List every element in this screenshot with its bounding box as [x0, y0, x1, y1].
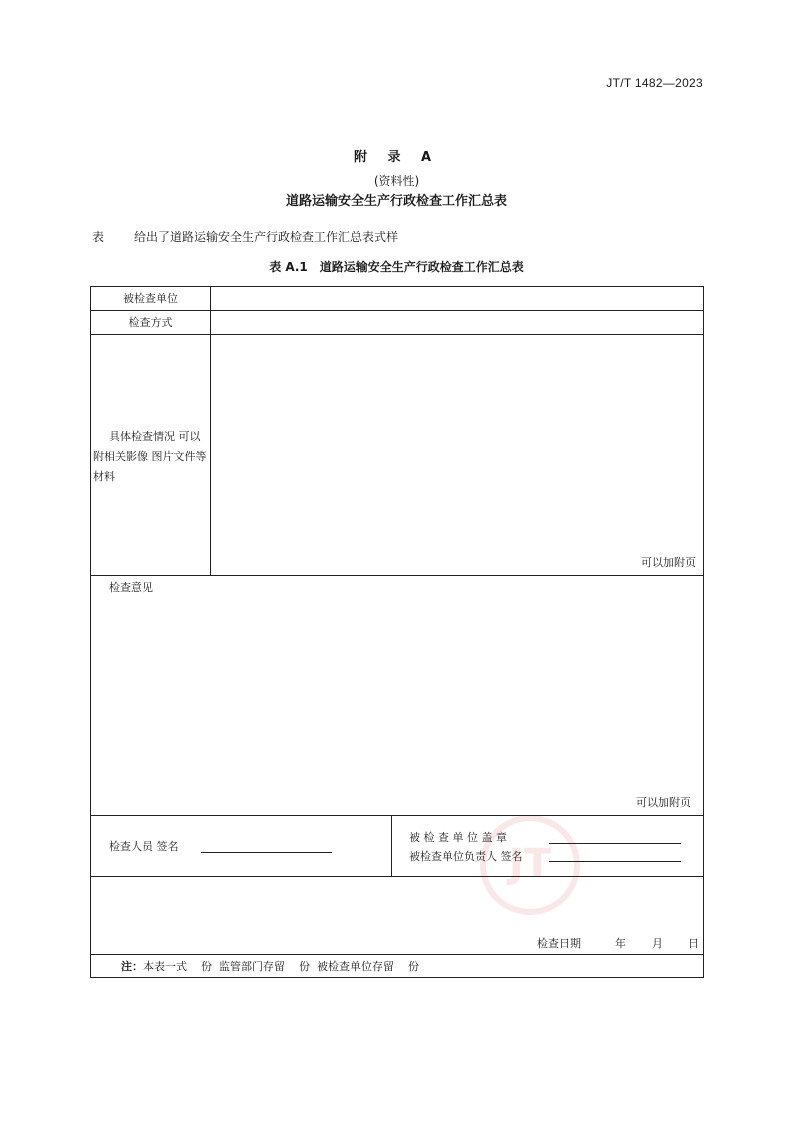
opinion-note: 可以加附页	[636, 796, 691, 809]
inspected-unit-seal-label: 被 检 查 单 位 盖 章	[409, 831, 507, 844]
date-label: 检查日期	[537, 937, 581, 950]
intro-paragraph	[92, 228, 398, 245]
inspector-signature-line[interactable]	[201, 852, 332, 853]
row-divider	[91, 954, 703, 955]
intro-table-word: 表	[92, 230, 105, 244]
details-note: 可以加附页	[641, 556, 696, 569]
details-field[interactable]	[211, 335, 704, 575]
appendix-name: 道路运输安全生产行政检查工作汇总表	[285, 194, 507, 209]
row-divider	[91, 815, 703, 816]
opinion-field[interactable]	[91, 576, 703, 815]
watermark-seal: JT	[480, 815, 580, 915]
table-caption: 表 A.1 道路运输安全生产行政检查工作汇总表	[269, 260, 524, 274]
inspection-method-label: 检查方式	[128, 316, 173, 329]
appendix-type: (资料性)	[373, 174, 420, 188]
opinion-label: 检查意见	[109, 581, 153, 594]
column-divider	[391, 815, 392, 876]
month-label: 月	[652, 937, 663, 950]
table-note	[121, 958, 419, 974]
note-prefix: 注：	[121, 960, 143, 973]
inspector-label: 检查人员 签名	[109, 840, 179, 853]
appendix-title: 附 录 A	[353, 150, 440, 165]
inspected-unit-seal-line[interactable]	[549, 843, 681, 844]
inspected-unit-head-signature-line[interactable]	[549, 861, 681, 862]
inspected-unit-field[interactable]	[211, 287, 704, 310]
details-label: 具体检查情况 可以附相关影像 图片文件等材料	[93, 430, 207, 483]
note-text: 本表一式 份 监管部门存留 份 被检查单位存留 份	[143, 960, 419, 973]
standard-code: JT/T 1482—2023	[606, 76, 703, 90]
inspected-unit-head-label: 被检查单位负责人 签名	[409, 850, 523, 863]
inspected-unit-label: 被检查单位	[123, 292, 178, 305]
year-label: 年	[615, 937, 626, 950]
summary-form	[90, 286, 704, 978]
intro-text: 给出了道路运输安全生产行政检查工作汇总表式样	[134, 230, 399, 244]
inspection-method-field[interactable]	[211, 311, 704, 334]
row-divider	[91, 876, 703, 877]
day-label: 日	[688, 937, 699, 950]
